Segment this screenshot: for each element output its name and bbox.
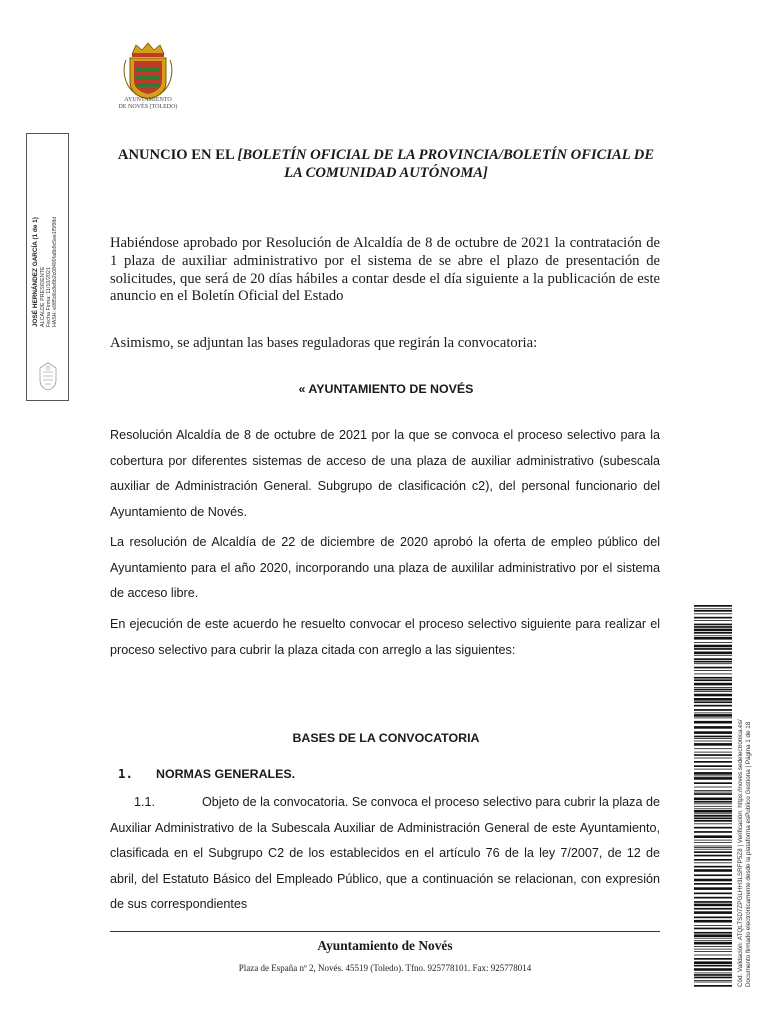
ayuntamiento-heading: « AYUNTAMIENTO DE NOVÉS <box>298 382 474 396</box>
bases-heading: BASES DE LA CONVOCATORIA <box>292 731 480 745</box>
validation-code: Cód. Validación: ATQLTSD7ZPGLHH3LSRFP5Z8 | Verificación: https://noves.sedelectronica.es/ <box>737 719 744 987</box>
section-title: NORMAS GENERALES. <box>156 767 296 781</box>
document-title: ANUNCIO EN EL [BOLETÍN OFICIAL DE LA PROVINCIA/BOLETÍN OFICIAL DE LA COMUNIDAD AUTÓNOMA] <box>117 147 655 181</box>
execution-paragraph: En ejecución de este acuerdo he resuelto convocar el proceso selectivo siguiente para realizar el proceso selectivo para cubrir la plaza citada con arreglo a las siguientes: <box>110 617 660 657</box>
clause-text: Objeto de la convocatoria. Se convoca el proceso selectivo para cubrir la plaza de Auxiliar Administrativo de la Subescala Auxiliar de Administración General de este Ayuntamiento, clasificada en el Subgrupo C2 de los establecidos en el artículo 76 de la ley 7/2007, de 12 de abril, del Estatuto Básico del Empleado Público, que a continuación se relacionan, con expresión de sus correspondientes <box>110 795 660 912</box>
intro-paragraph: Habiéndose aprobado por Resolución de Alcaldía de 8 de octubre de 2021 la contratación de 1 plaza de auxiliar administrativo por el sistema de se abre el plazo de presentación de solicitudes, que será de 20 días hábiles a contar desde el día siguiente a la publicación de este anuncio en el Boletín Oficial del Estado <box>110 235 660 305</box>
attachment-paragraph: Asimismo, se adjuntan las bases reguladoras que regirán la convocatoria: <box>110 335 538 351</box>
platform-note: Documento firmado electrónicamente desde la plataforma esPublico Gestiona | Página 1 de 18 <box>745 721 752 987</box>
footer-divider <box>110 931 660 932</box>
objeto-paragraph <box>110 790 660 918</box>
logo-caption: AYUNTAMIENTO DE NOVÉS (TOLEDO) <box>118 97 178 110</box>
offer-paragraph: La resolución de Alcaldía de 22 de diciembre de 2020 aprobó la oferta de empleo público del Ayuntamiento para el año 2020, incorporando una plaza de auxililar administrativo por el sistema de acceso libre. <box>110 535 660 601</box>
verification-barcode <box>694 605 732 987</box>
footer-address: Plaza de España nº 2, Novés. 45519 (Toledo). Tfno. 925778101. Fax: 925778014 <box>238 963 532 973</box>
signature-date: Fecha Firma: 11/10/2021 <box>46 267 52 327</box>
signer-role: ALCALDE PRESIDENTE <box>40 266 46 327</box>
signature-seal-icon <box>36 360 60 392</box>
signature-hash: HASH: e985d6c8e8b2c08490fa8b9c5ee1f5f98d <box>52 216 58 327</box>
section-heading <box>118 766 295 781</box>
footer-title: Ayuntamiento de Novés <box>317 938 453 953</box>
section-number: 1. <box>118 766 133 781</box>
resolution-paragraph: Resolución Alcaldía de 8 de octubre de 2021 por la que se convoca el proceso selectivo para la cobertura por diferentes sistemas de acceso de una plaza de auxiliar administrativo (subescala auxiliar de Administración General. Subgrupo de clasificación c2), del personal funcionario del Ayuntamiento de Novés. <box>110 428 660 519</box>
signer-name: JOSÉ HERNÁNDEZ GARCÍA (1 de 1) <box>32 217 39 327</box>
clause-number: 1.1. <box>134 795 156 809</box>
